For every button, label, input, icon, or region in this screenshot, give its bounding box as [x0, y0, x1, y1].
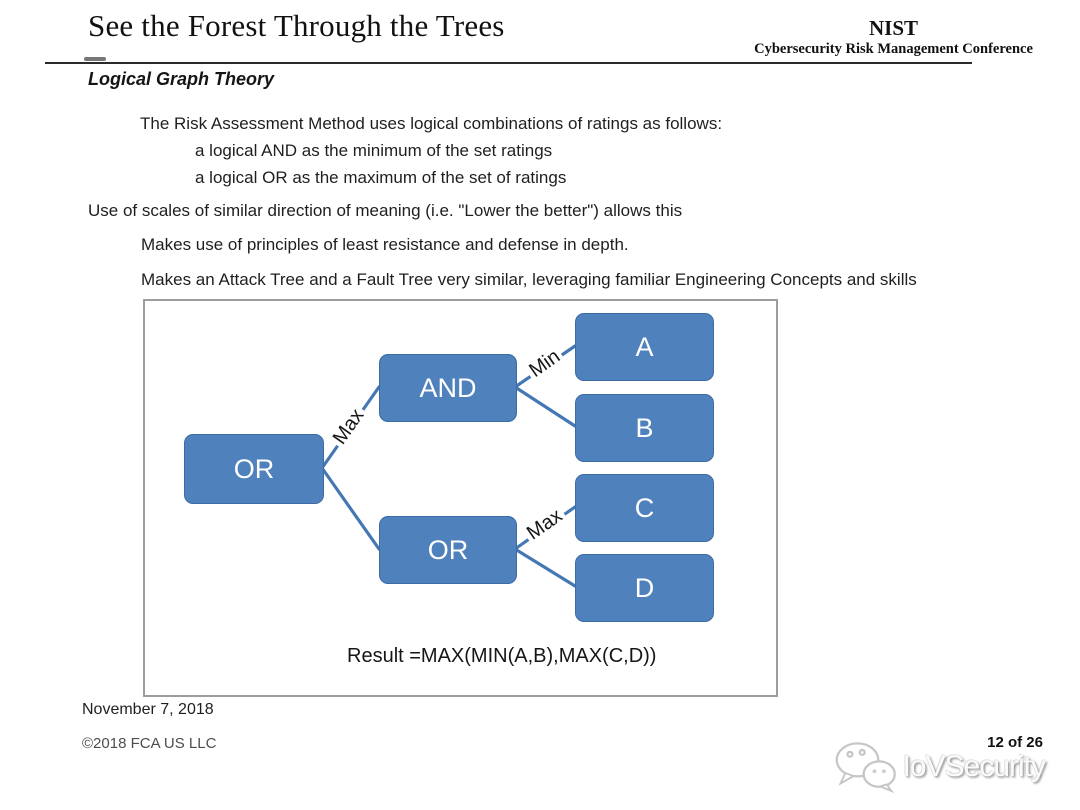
wechat-icon — [833, 740, 899, 794]
conference-name: Cybersecurity Risk Management Conference — [754, 41, 1033, 57]
body-line-6: Makes an Attack Tree and a Fault Tree very similar, leveraging familiar Engineering Concepts and skills — [141, 270, 917, 289]
edge-label-max-upper: Max — [327, 402, 371, 451]
section-heading: Logical Graph Theory — [88, 69, 275, 89]
copyright: ©2018 FCA US LLC — [82, 735, 217, 752]
org-name: NIST — [868, 16, 919, 40]
footer-date: November 7, 2018 — [82, 701, 214, 718]
micro-text-artifact — [84, 57, 106, 61]
node-c: C — [575, 474, 714, 542]
node-a: A — [575, 313, 714, 381]
body-line-3: a logical OR as the maximum of the set of ratings — [195, 168, 567, 187]
page-number: 12 of 26 — [987, 734, 1043, 751]
page-title: See the Forest Through the Trees — [88, 8, 505, 43]
node-or-2: OR — [379, 516, 517, 584]
watermark — [833, 740, 1045, 794]
body-line-1: The Risk Assessment Method uses logical combinations of ratings as follows: — [140, 114, 723, 133]
body-line-4: Use of scales of similar direction of meaning (i.e. "Lower the better") allows this — [88, 201, 683, 220]
result-formula: Result =MAX(MIN(A,B),MAX(C,D)) — [347, 645, 657, 667]
header-org-block — [742, 16, 1045, 58]
body-line-5: Makes use of principles of least resistance and defense in depth. — [141, 235, 629, 254]
header-rule — [45, 62, 972, 64]
diagram-frame — [143, 299, 778, 697]
node-or-root: OR — [184, 434, 324, 504]
node-d: D — [575, 554, 714, 622]
node-b: B — [575, 394, 714, 462]
edge-label-max-lower: Max — [520, 503, 569, 547]
edge-label-min: Min — [523, 344, 568, 385]
watermark-text: IoVSecurity — [902, 750, 1045, 783]
body-line-2: a logical AND as the minimum of the set ratings — [195, 141, 553, 160]
node-and: AND — [379, 354, 517, 422]
